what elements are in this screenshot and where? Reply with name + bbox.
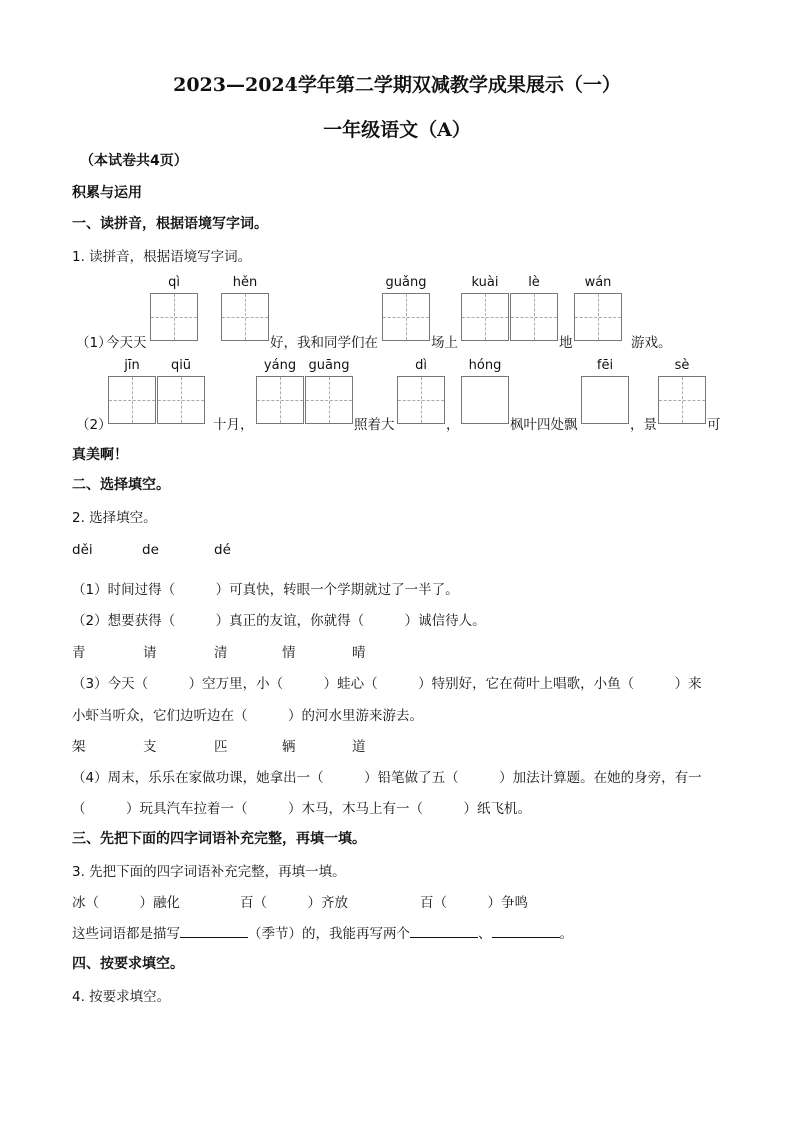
- answer-blank[interactable]: [410, 923, 478, 938]
- pinyin-label: kuài: [471, 275, 499, 290]
- part3-heading: 三、先把下面的四字词语补充完整，再填一填。: [72, 831, 366, 847]
- choice-word: de: [142, 542, 159, 558]
- line1-text: 地: [559, 335, 573, 351]
- writing-grid-box[interactable]: [256, 376, 304, 424]
- line2-text: ，: [446, 417, 460, 433]
- choice-word: 请: [143, 645, 157, 661]
- part1-question: 1. 读拼音，根据语境写字词。: [72, 249, 252, 265]
- pinyin-label: guǎng: [385, 275, 427, 290]
- line1-text: 场上: [431, 335, 458, 351]
- writing-grid-box[interactable]: [510, 293, 558, 341]
- pinyin-label: dì: [415, 358, 427, 373]
- line2-text: ，景: [630, 417, 657, 433]
- pinyin-label: guāng: [308, 358, 350, 373]
- pinyin-label: lè: [528, 275, 540, 290]
- writing-grid-box[interactable]: [150, 293, 198, 341]
- part3-question: 3. 先把下面的四字词语补充完整，再填一填。: [72, 864, 346, 880]
- line2-text: 枫叶四处飘: [510, 417, 578, 433]
- writing-grid-box[interactable]: [461, 293, 509, 341]
- pinyin-label: fēi: [596, 358, 614, 373]
- writing-grid-box[interactable]: [658, 376, 706, 424]
- pinyin-label: sè: [674, 358, 690, 373]
- choice-word: 晴: [352, 645, 366, 661]
- page-count-note: （本试卷共4页）: [80, 153, 188, 169]
- writing-grid-box[interactable]: [305, 376, 353, 424]
- idiom-item: 百（ ）齐放: [240, 895, 348, 911]
- choice-word: 匹: [214, 739, 228, 755]
- fill-question: （2）想要获得（ ）真正的友谊，你就得（ ）诚信待人。: [72, 613, 486, 629]
- writing-grid-box[interactable]: [108, 376, 156, 424]
- line2-text: 可: [707, 417, 721, 433]
- line2-continuation: 真美啊！: [72, 447, 128, 463]
- writing-grid-box[interactable]: [221, 293, 269, 341]
- choice-word: 支: [143, 739, 157, 755]
- choice-word: děi: [72, 542, 93, 558]
- fill-question: （ ）玩具汽车拉着一（ ）木马，木马上有一（ ）纸飞机。: [72, 801, 531, 817]
- choice-word: 情: [282, 645, 296, 661]
- line2-text: 十月，: [213, 417, 254, 433]
- pinyin-label: hóng: [468, 358, 502, 373]
- line1-text: 好，我和同学们在: [270, 335, 378, 351]
- answer-blank[interactable]: [180, 923, 248, 938]
- answer-blank[interactable]: [492, 923, 560, 938]
- choice-word: 青: [72, 645, 86, 661]
- writing-grid-box[interactable]: [157, 376, 205, 424]
- part2-question: 2. 选择填空。: [72, 510, 157, 526]
- part4-question: 4. 按要求填空。: [72, 989, 171, 1005]
- pinyin-label: yáng: [263, 358, 297, 373]
- season-sentence: [72, 922, 573, 942]
- writing-grid-box[interactable]: [461, 376, 509, 424]
- writing-grid-box[interactable]: [581, 376, 629, 424]
- sentence-text: 。: [559, 926, 573, 942]
- sentence-text: 、: [478, 926, 492, 942]
- sentence-text: （季节）的，我能再写两个: [248, 926, 410, 942]
- idiom-item: 冰（ ）融化: [72, 895, 180, 911]
- choice-word: dé: [214, 542, 231, 558]
- line2-text: 照着大: [354, 417, 395, 433]
- choice-word: 清: [214, 645, 228, 661]
- choice-word: 架: [72, 739, 86, 755]
- choice-word: 道: [352, 739, 366, 755]
- part2-heading: 二、选择填空。: [72, 477, 170, 493]
- writing-grid-box[interactable]: [382, 293, 430, 341]
- page-subtitle: 一年级语文（A）: [323, 119, 471, 141]
- line1-text: 今天天: [106, 335, 147, 351]
- section-label: 积累与运用: [72, 185, 142, 201]
- pinyin-label: hěn: [232, 275, 258, 290]
- part4-heading: 四、按要求填空。: [72, 956, 184, 972]
- writing-grid-box[interactable]: [574, 293, 622, 341]
- page-title: 2023—2024学年第二学期双减教学成果展示（一）: [173, 74, 621, 96]
- pinyin-label: qì: [168, 275, 180, 290]
- idiom-item: 百（ ）争鸣: [420, 895, 528, 911]
- sentence-text: 这些词语都是描写: [72, 926, 180, 942]
- pinyin-label: wán: [584, 275, 612, 290]
- writing-grid-box[interactable]: [397, 376, 445, 424]
- line2-number: （2）: [76, 417, 112, 433]
- part1-heading: 一、读拼音，根据语境写字词。: [72, 216, 268, 232]
- line1-text: 游戏。: [631, 335, 672, 351]
- fill-question: 小虾当听众，它们边听边在（ ）的河水里游来游去。: [72, 708, 423, 724]
- choice-word: 辆: [282, 739, 296, 755]
- fill-question: （1）时间过得（ ）可真快，转眼一个学期就过了一半了。: [72, 582, 459, 598]
- pinyin-label: jīn: [124, 358, 140, 373]
- fill-question: （4）周末，乐乐在家做功课，她拿出一（ ）铅笔做了五（ ）加法计算题。在她的身旁，有一: [72, 770, 702, 786]
- pinyin-label: qiū: [170, 358, 192, 373]
- fill-question: （3）今天（ ）空万里，小（ ）蛙心（ ）特别好，它在荷叶上唱歌，小鱼（ ）来: [72, 676, 702, 692]
- line1-number: （1）: [76, 335, 112, 351]
